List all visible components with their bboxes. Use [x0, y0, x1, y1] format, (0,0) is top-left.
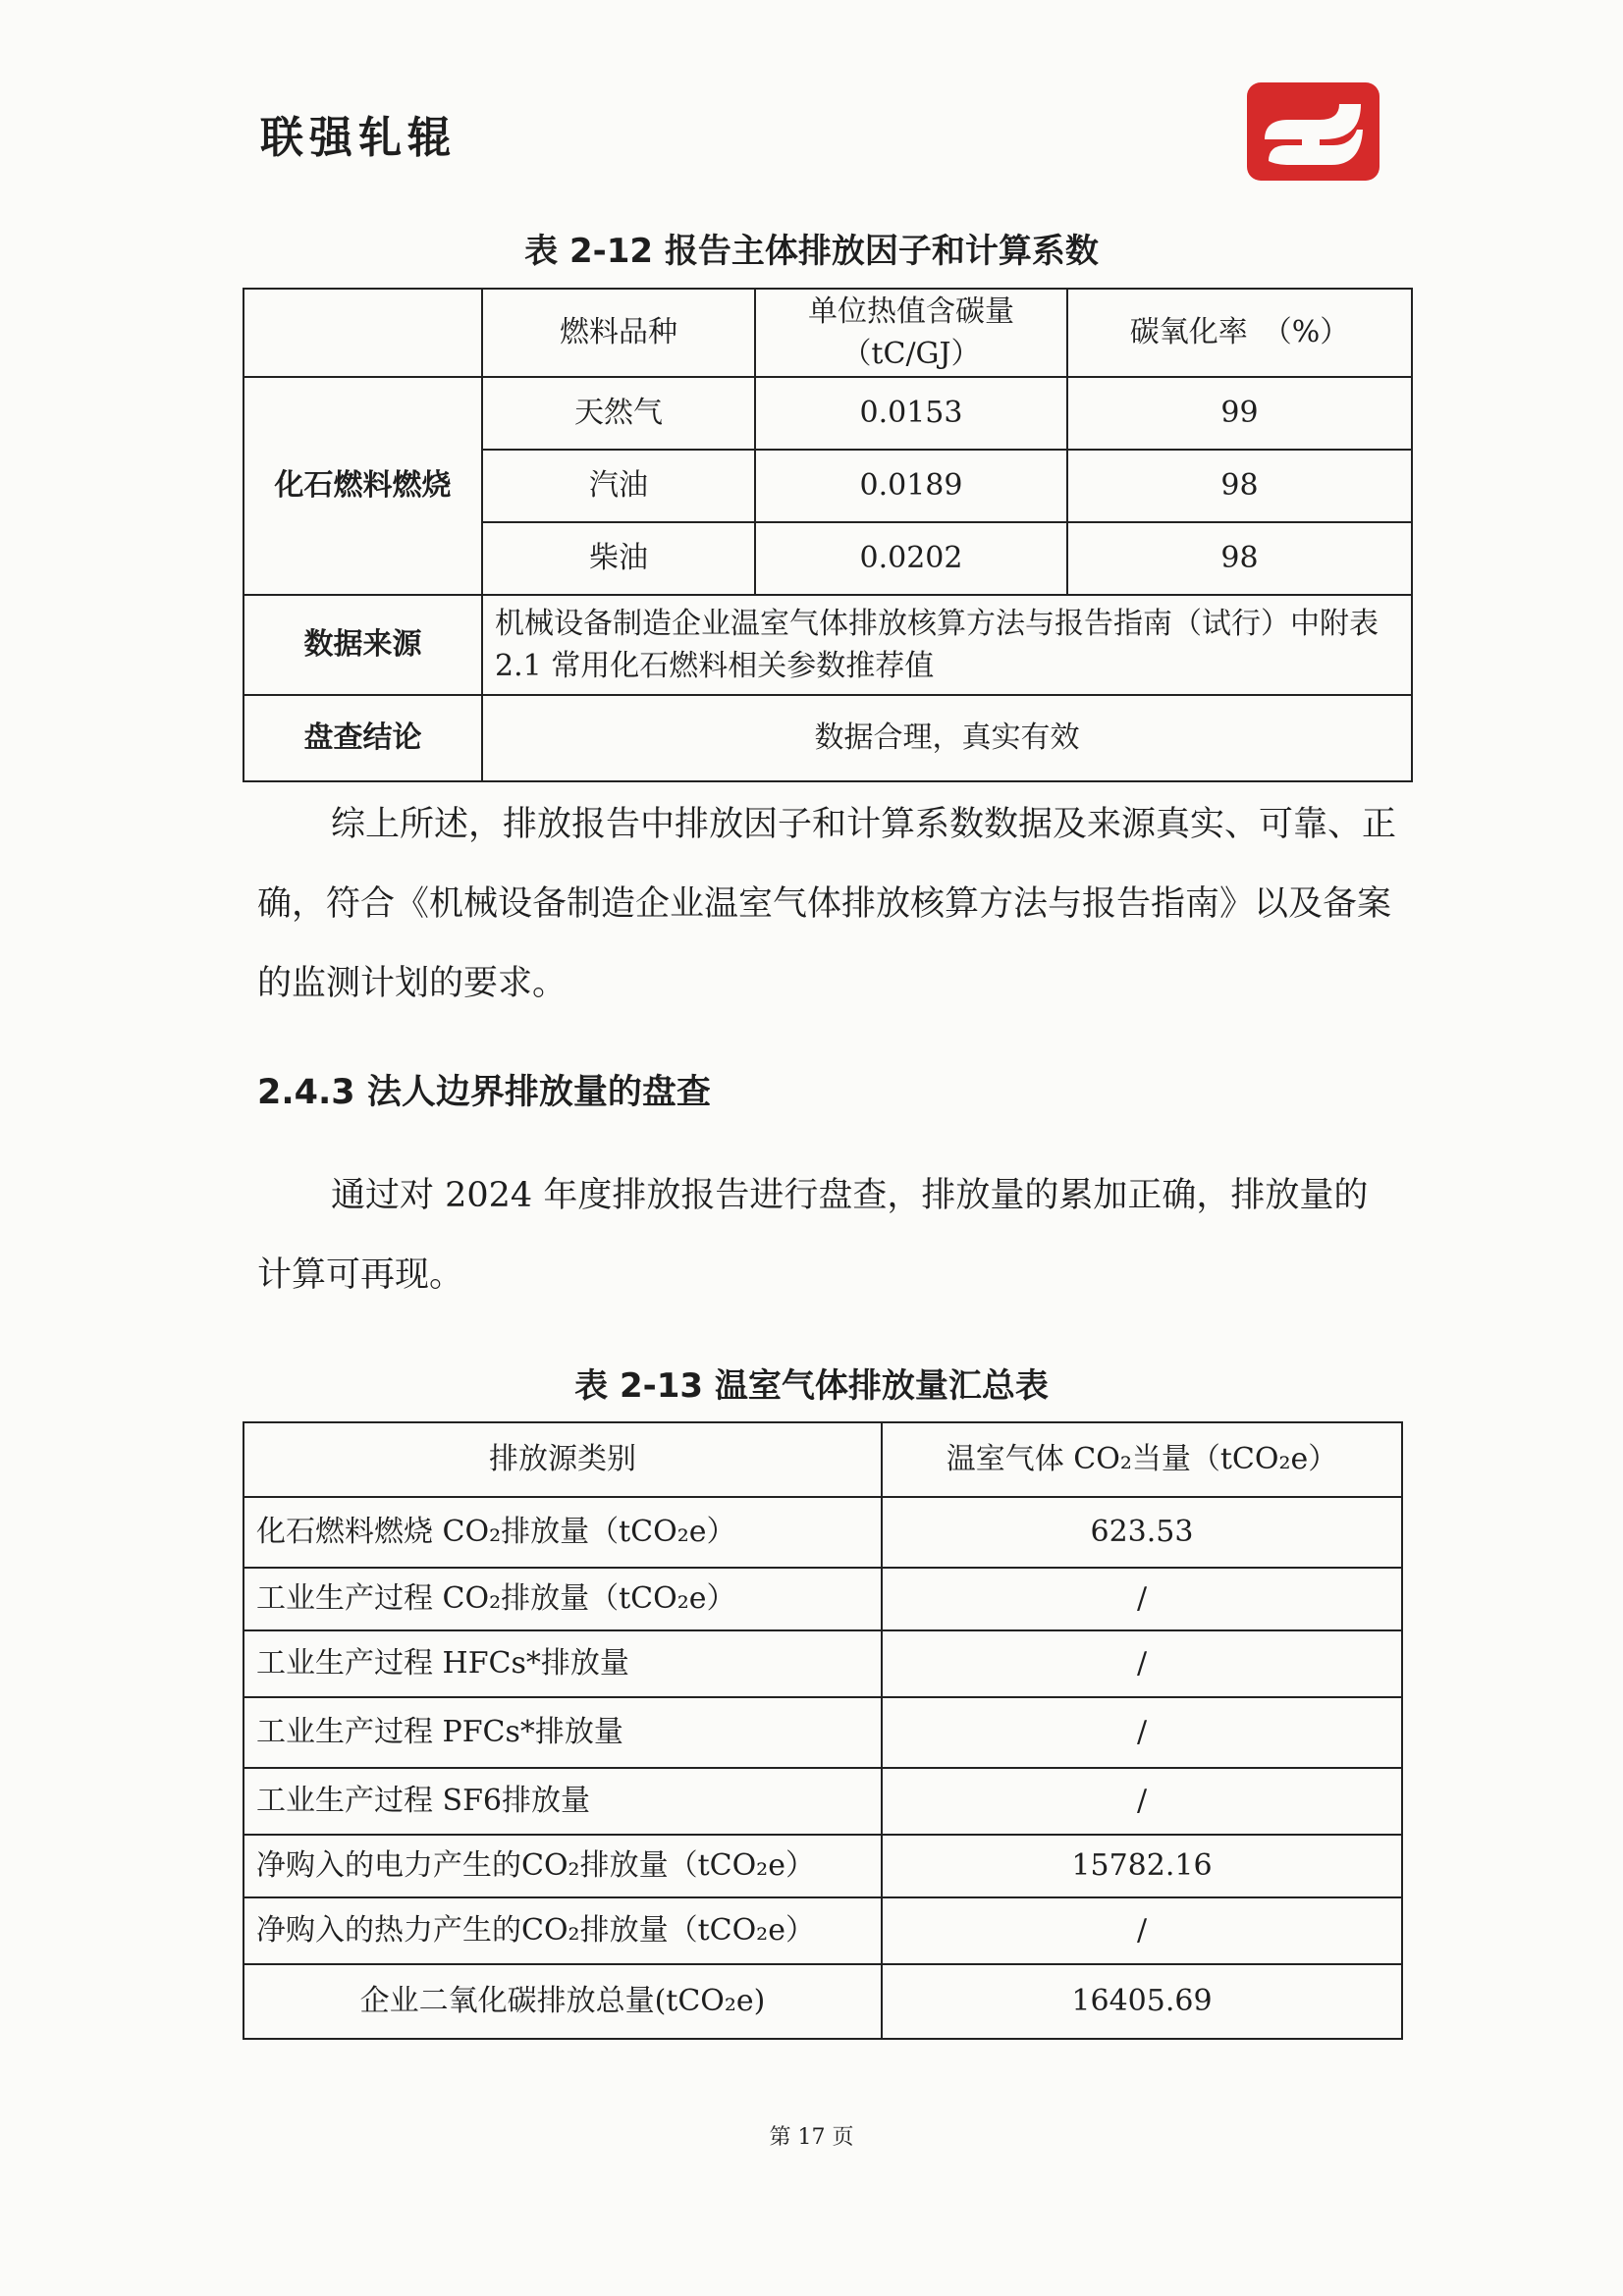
oxidation-value: 98: [1067, 450, 1412, 522]
emission-value: /: [882, 1568, 1402, 1630]
carbon-value: 0.0202: [755, 522, 1067, 595]
table-row: [243, 377, 1412, 450]
table-header-row: [243, 289, 1412, 377]
table-row: [243, 1497, 1402, 1568]
emission-value: /: [882, 1697, 1402, 1768]
company-name: 联强轧辊: [260, 113, 457, 163]
source-category: 企业二氧化碳排放总量(tCO₂e): [243, 1964, 882, 2039]
table-header-row: [243, 1422, 1402, 1497]
header-fuel-type: 燃料品种: [482, 289, 755, 377]
data-source-row: [243, 595, 1412, 695]
emission-value: /: [882, 1630, 1402, 1697]
table-row: [243, 1835, 1402, 1897]
table-2-12-title: 表 2-12 报告主体排放因子和计算系数: [524, 232, 1099, 271]
source-category: 工业生产过程 CO₂排放量（tCO₂e）: [243, 1568, 882, 1630]
table-row: [243, 1697, 1402, 1768]
table-row: [243, 1568, 1402, 1630]
carbon-value: 0.0153: [755, 377, 1067, 450]
data-source-label: 数据来源: [243, 595, 482, 695]
source-category: 净购入的热力产生的CO₂排放量（tCO₂e）: [243, 1897, 882, 1964]
conclusion-text: 数据合理，真实有效: [482, 695, 1412, 781]
fuel-name: 汽油: [482, 450, 755, 522]
conclusion-label: 盘查结论: [243, 695, 482, 781]
fuel-name: 天然气: [482, 377, 755, 450]
header-carbon-content: 单位热值含碳量 （tC/GJ）: [755, 289, 1067, 377]
emission-value: 15782.16: [882, 1835, 1402, 1897]
source-category: 化石燃料燃烧 CO₂排放量（tCO₂e）: [243, 1497, 882, 1568]
emission-value: 623.53: [882, 1497, 1402, 1568]
source-category: 工业生产过程 PFCs*排放量: [243, 1697, 882, 1768]
header-co2-equivalent: 温室气体 CO₂当量（tCO₂e）: [882, 1422, 1402, 1497]
emission-value: /: [882, 1897, 1402, 1964]
table-row: [243, 1897, 1402, 1964]
emission-value: 16405.69: [882, 1964, 1402, 2039]
company-logo: [1247, 82, 1380, 181]
oxidation-value: 98: [1067, 522, 1412, 595]
verification-paragraph: 通过对 2024 年度排放报告进行盘查，排放量的累加正确，排放量的计算可再现。: [257, 1176, 1369, 1295]
emission-summary-table: [243, 1421, 1403, 2040]
conclusion-row: [243, 695, 1412, 781]
fossil-fuel-group-label: 化石燃料燃烧: [243, 377, 482, 595]
header-oxidation-rate: 碳氧化率 （%）: [1067, 289, 1412, 377]
header-source-category: 排放源类别: [243, 1422, 882, 1497]
data-source-text: 机械设备制造企业温室气体排放核算方法与报告指南（试行）中附表 2.1 常用化石燃料相关参数推荐值: [482, 595, 1412, 695]
oxidation-value: 99: [1067, 377, 1412, 450]
table-row: [243, 1630, 1402, 1697]
emission-factor-table: [243, 288, 1413, 782]
source-category: 工业生产过程 HFCs*排放量: [243, 1630, 882, 1697]
emission-value: /: [882, 1768, 1402, 1835]
source-category: 净购入的电力产生的CO₂排放量（tCO₂e）: [243, 1835, 882, 1897]
source-category: 工业生产过程 SF6排放量: [243, 1768, 882, 1835]
empty-header-cell: [243, 289, 482, 377]
table-2-13-title: 表 2-13 温室气体排放量汇总表: [574, 1366, 1049, 1406]
section-heading: 2.4.3 法人边界排放量的盘查: [257, 1073, 711, 1112]
table-row: [243, 1768, 1402, 1835]
carbon-value: 0.0189: [755, 450, 1067, 522]
table-row: [243, 1964, 1402, 2039]
summary-paragraph: 综上所述，排放报告中排放因子和计算系数数据及来源真实、可靠、正确，符合《机械设备制造企业温室气体排放核算方法与报告指南》以及备案的监测计划的要求。: [257, 805, 1397, 1003]
page-number: 第 17 页: [769, 2125, 854, 2150]
fuel-name: 柴油: [482, 522, 755, 595]
